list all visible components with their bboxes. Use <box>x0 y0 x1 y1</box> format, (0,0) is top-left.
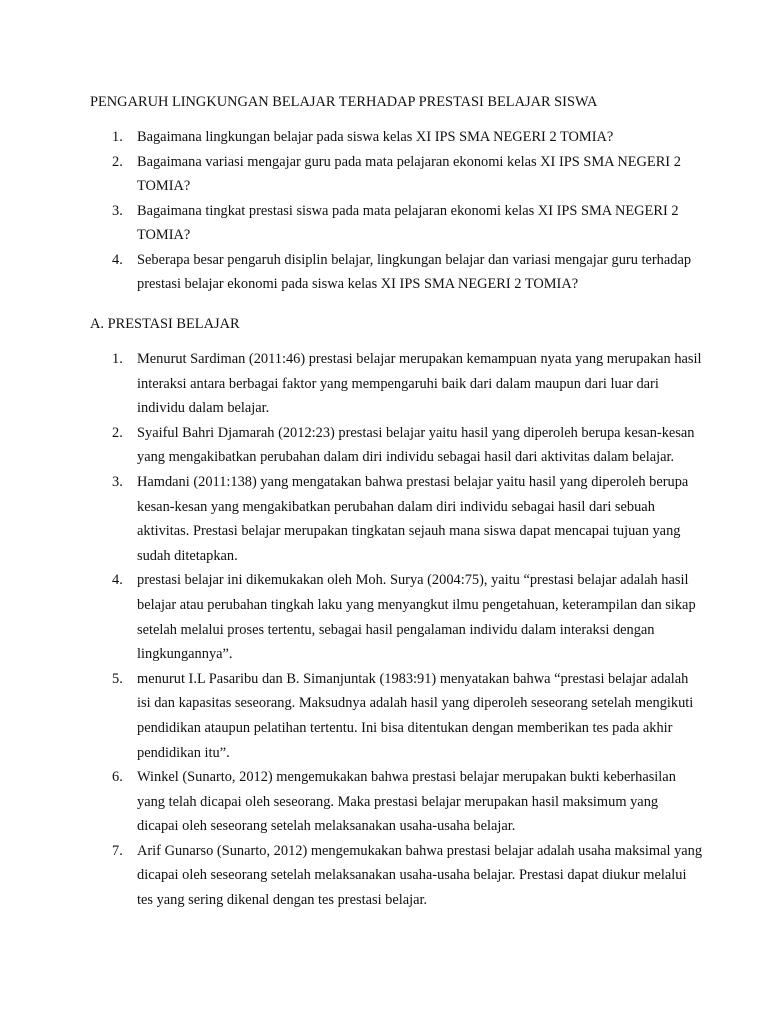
list-item <box>0 839 768 913</box>
list-item-text <box>137 248 692 297</box>
list-item <box>0 765 768 839</box>
text-line: yang mengakibatkan perubahan dalam diri individu sebagai hasil dari aktivitas dalam belajar. <box>137 449 675 466</box>
list-number: 2. <box>112 153 123 170</box>
text-line: Seberapa besar pengaruh disiplin belajar, lingkungan belajar dan variasi mengajar guru terhadap <box>137 251 692 268</box>
list-item <box>0 248 768 297</box>
list-number: 3. <box>112 473 123 490</box>
document-title: PENGARUH LINGKUNGAN BELAJAR TERHADAP PRESTASI BELAJAR SISWA <box>90 94 598 110</box>
text-line: yang telah dicapai oleh seseorang. Maka prestasi belajar merupakan hasil maksimum yang <box>137 793 659 810</box>
text-line: dicapai oleh seseorang setelah melaksanakan usaha-usaha belajar. <box>137 818 516 835</box>
text-line: prestasi belajar ini dikemukakan oleh Moh. Surya (2004:75), yaitu “prestasi belajar adalah hasil <box>137 572 689 589</box>
text-line: interaksi antara berbagai faktor yang mempengaruhi baik dari dalam maupun dari luar dari <box>137 375 659 392</box>
text-line: pendidikan itu”. <box>137 744 230 761</box>
list-item-text <box>137 568 696 666</box>
list-item-text <box>137 150 682 199</box>
list-number: 1. <box>112 129 123 145</box>
list-number: 7. <box>112 842 123 859</box>
text-line: belajar atau perubahan tingkah laku yang menyangkut ilmu pengetahuan, keterampilan dan sikap <box>137 596 696 613</box>
list-number: 5. <box>112 670 123 687</box>
text-line: aktivitas. Prestasi belajar merupakan tingkatan sejauh mana siswa dapat mencapai tujuan yang <box>137 523 681 540</box>
list-item-text <box>137 347 702 421</box>
text-line: individu dalam belajar. <box>137 400 270 417</box>
list-item <box>0 347 768 421</box>
text-line: sudah ditetapkan. <box>137 547 238 564</box>
text-line: Arif Gunarso (Sunarto, 2012) mengemukakan bahwa prestasi belajar adalah usaha maksimal yang <box>137 842 703 859</box>
definitions-list <box>0 347 768 913</box>
text-line: setelah melalui proses tertentu, sebagai hasil pengalaman individu dalam interaksi dengan <box>137 621 655 638</box>
list-number: 2. <box>112 424 123 441</box>
text-line: prestasi belajar ekonomi pada siswa kelas XI IPS SMA NEGERI 2 TOMIA? <box>137 276 579 292</box>
list-number: 4. <box>112 572 123 589</box>
list-number: 1. <box>112 351 123 367</box>
list-item <box>0 150 768 199</box>
text-line: TOMIA? <box>137 227 191 243</box>
list-item <box>0 568 768 666</box>
text-line: isi dan kapasitas seseorang. Maksudnya adalah hasil yang diperoleh seseorang setelah mengikuti <box>137 695 694 712</box>
list-number: 4. <box>112 251 123 268</box>
text-line: Winkel (Sunarto, 2012) mengemukakan bahwa prestasi belajar merupakan bukti keberhasilan <box>137 769 676 786</box>
list-item <box>0 421 768 470</box>
text-line: Bagaimana variasi mengajar guru pada mata pelajaran ekonomi kelas XI IPS SMA NEGERI 2 <box>137 153 681 170</box>
text-line: Bagaimana tingkat prestasi siswa pada mata pelajaran ekonomi kelas XI IPS SMA NEGERI 2 <box>137 202 679 219</box>
text-line: TOMIA? <box>137 178 191 194</box>
list-number: 3. <box>112 202 123 219</box>
text-line: kesan-kesan yang mengakibatkan perubahan dalam diri individu sebagai hasil dari sebuah <box>137 498 655 515</box>
text-line: menurut I.L Pasaribu dan B. Simanjuntak (1983:91) menyatakan bahwa “prestasi belajar adalah <box>137 670 689 687</box>
list-item-text <box>137 421 695 470</box>
text-line: pendidikan ataupun pelatihan tertentu. Ini bisa ditentukan dengan memberikan tes pada akhir <box>137 719 673 736</box>
text-line: Syaiful Bahri Djamarah (2012:23) prestasi belajar yaitu hasil yang diperoleh berupa kesan-kesan <box>137 424 695 441</box>
list-item-text <box>137 667 694 765</box>
list-item-text <box>137 765 682 839</box>
list-item <box>0 199 768 248</box>
text-line: Hamdani (2011:138) yang mengatakan bahwa prestasi belajar yaitu hasil yang diperoleh berupa <box>137 473 689 490</box>
list-number: 6. <box>112 769 123 786</box>
list-item-text <box>137 470 689 568</box>
text-line: lingkungannya”. <box>137 646 233 663</box>
list-item <box>0 125 768 150</box>
research-questions-list <box>0 125 768 297</box>
list-item <box>0 667 768 765</box>
text-line: Menurut Sardiman (2011:46) prestasi belajar merupakan kemampuan nyata yang merupakan hasil <box>137 351 702 367</box>
text-line: dicapai oleh seseorang setelah melaksanakan usaha-usaha belajar. Prestasi dapat diukur melalui <box>137 867 687 884</box>
text-line: tes yang sering dikenal dengan tes prestasi belajar. <box>137 892 428 909</box>
list-item-text <box>137 199 682 248</box>
section-heading: A. PRESTASI BELAJAR <box>90 316 240 332</box>
list-item-text <box>137 839 703 913</box>
list-item-text <box>137 125 682 150</box>
list-item <box>0 470 768 568</box>
text-line: Bagaimana lingkungan belajar pada siswa kelas XI IPS SMA NEGERI 2 TOMIA? <box>137 129 614 145</box>
